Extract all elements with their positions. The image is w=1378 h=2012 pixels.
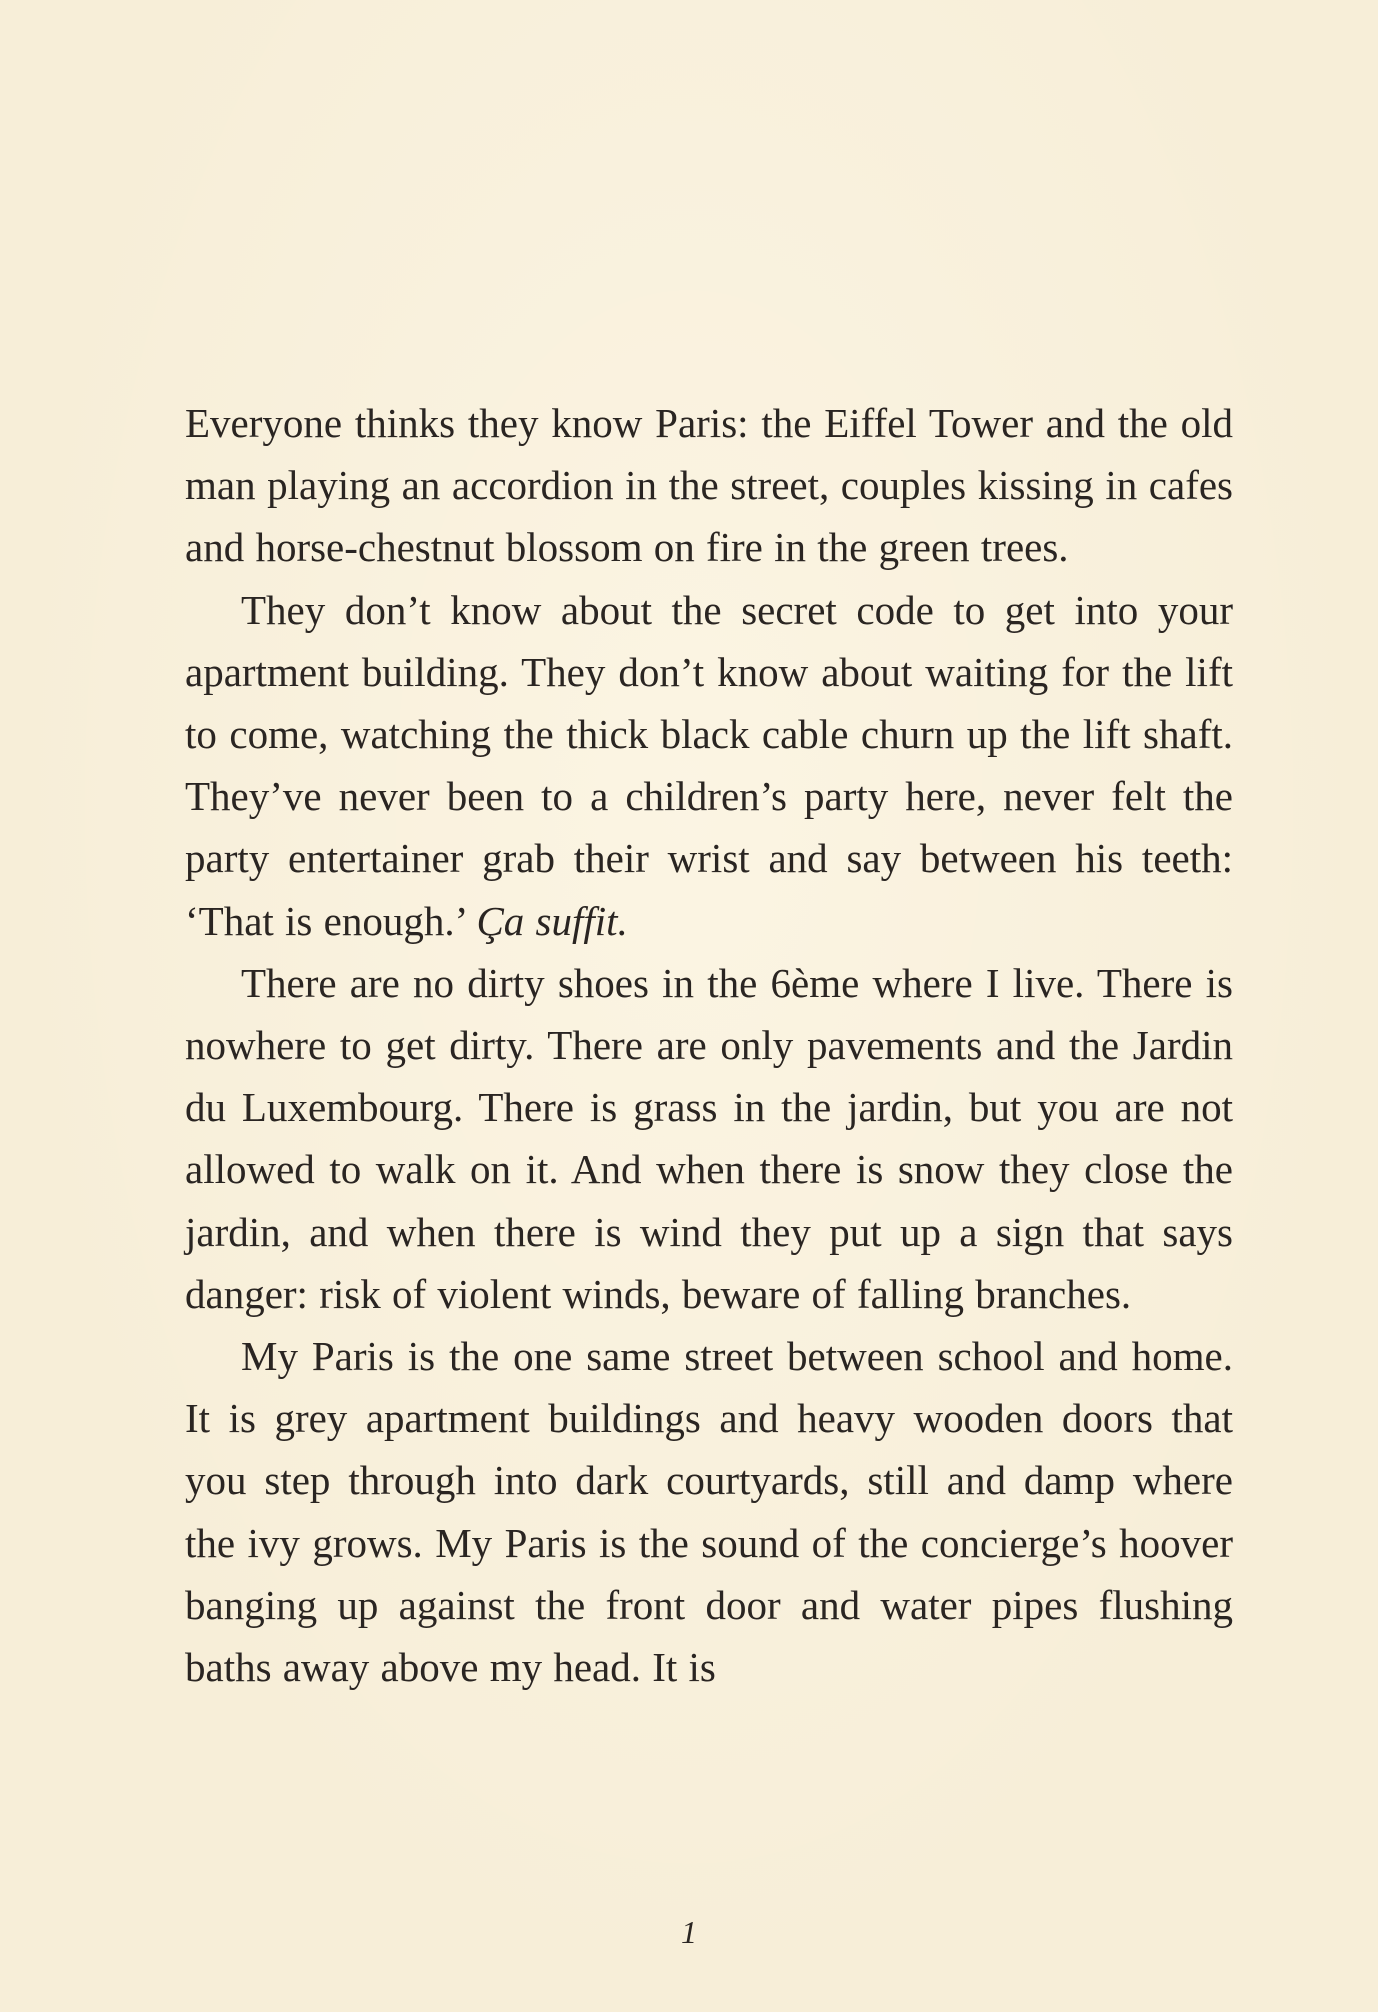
paragraph-1: Everyone thinks they know Paris: the Eiffel Tower and the old man playing an accordion in the street, couples kissing in cafes and horse-chestnut blossom on fire in the green trees. — [185, 400, 1233, 571]
paragraph-2 — [185, 579, 1233, 952]
paragraph-4: My Paris is the one same street between school and home. It is grey apartment buildings and heavy wooden doors that you step through into dark courtyards, still and damp where the ivy grows. My Paris is the sound of the concierge’s hoover banging up against the front door and water pipes flushing baths away above my head. It is — [185, 1333, 1233, 1691]
page-number: 1 — [681, 1914, 697, 1950]
paragraph-3: There are no dirty shoes in the 6ème where I live. There is nowhere to get dirty. There are only pavements and the Jardin du Luxembourg. There is grass in the jardin, but you are not allowed to walk on it. And when there is snow they close the jardin, and when there is wind they put up a sign that says danger: risk of violent winds, beware of falling branches. — [185, 959, 1233, 1317]
paragraph-2-text: They don’t know about the secret code to get into your apartment building. They don’t know about waiting for the lift to come, watching the thick black cable churn up the lift shaft. They’ve never been to a children’s party here, never felt the party entertainer grab their wrist and say between his teeth: ‘That is enough.’ — [185, 586, 1233, 944]
show-through-texture — [230, 40, 1260, 102]
paragraph-2-italic: Ça suffit. — [476, 897, 628, 944]
body-text — [185, 392, 1233, 1698]
